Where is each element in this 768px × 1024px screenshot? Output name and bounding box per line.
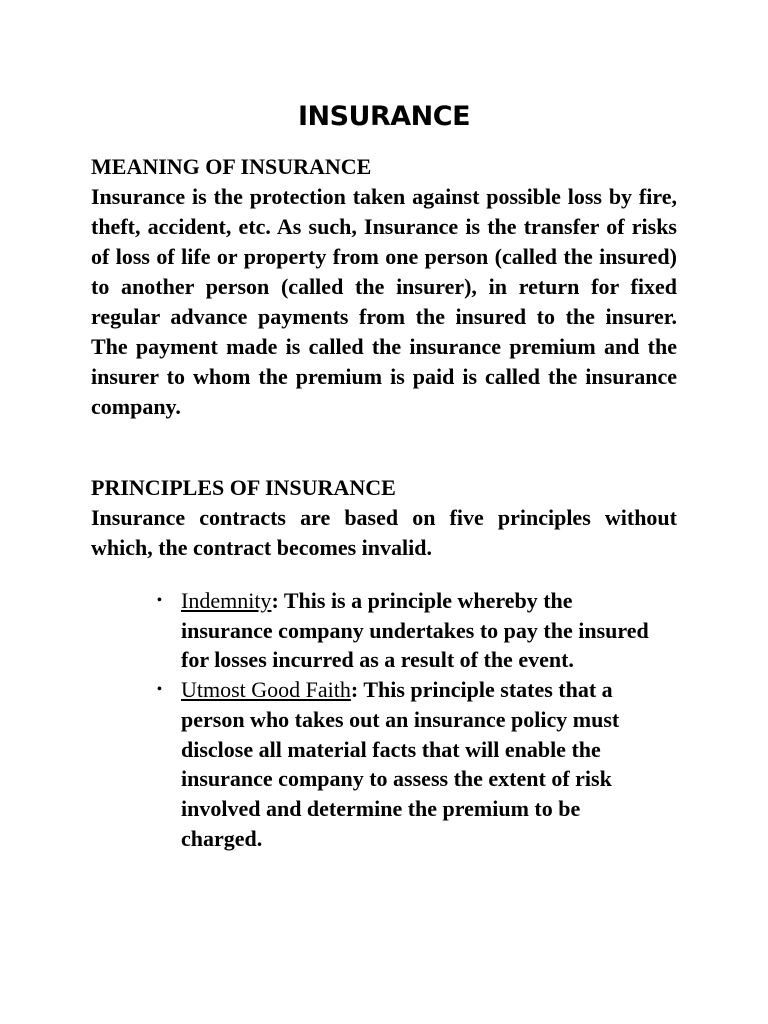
meaning-paragraph: Insurance is the protection taken against possible loss by fire, theft, accident, etc. As such, Insurance is the transfer of risks of loss of life or property from one person (called the insured) to another person (called the insurer), in return for fixed regular advance payments from the insured to the insurer. The payment made is called the insurance premium and the insurer to whom the premium is paid is called the insurance company. — [91, 184, 677, 419]
meaning-section — [91, 152, 677, 422]
principles-intro: Insurance contracts are based on five principles without which, the contract becomes invalid. — [91, 505, 677, 560]
bullet-icon: • — [157, 593, 162, 608]
document-title: INSURANCE — [297, 101, 471, 132]
principles-heading: PRINCIPLES OF INSURANCE — [91, 475, 396, 500]
principles-list — [157, 586, 661, 853]
principle-term-indemnity: Indemnity — [181, 588, 272, 613]
meaning-heading: MEANING OF INSURANCE — [91, 154, 372, 179]
principles-section — [91, 473, 677, 563]
list-item-utmost-good-faith — [157, 675, 661, 853]
principle-term-utmost-good-faith: Utmost Good Faith — [181, 677, 351, 703]
principle-text-indemnity: : This is a principle whereby the insurance company undertakes to pay the insured for losses incurred as a result of the event. — [181, 588, 649, 673]
bullet-icon: • — [157, 682, 162, 698]
principle-text-utmost-good-faith: : This principle states that a person who takes out an insurance policy must disclose all material facts that will enable the insurance company to assess the extent of risk involved and determine the premium to be charged. — [181, 677, 620, 851]
list-item-indemnity — [157, 586, 661, 675]
